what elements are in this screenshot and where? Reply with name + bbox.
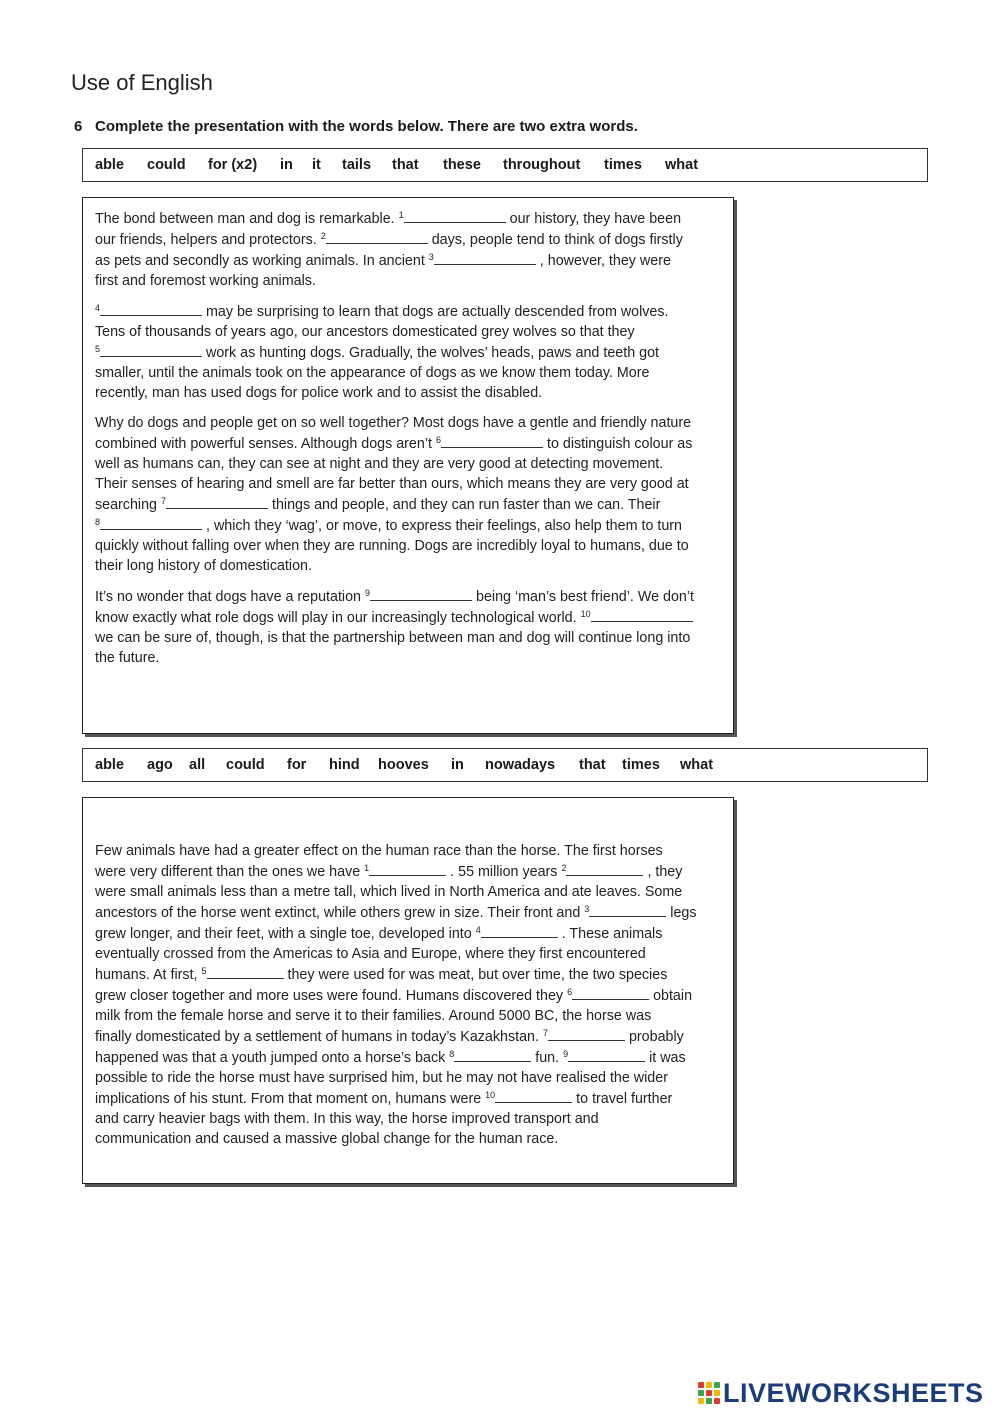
gap-6[interactable]	[441, 433, 543, 448]
gap-5[interactable]	[100, 342, 202, 357]
word-option: could	[226, 757, 265, 773]
word-option: for	[287, 757, 307, 773]
paragraph: It’s no wonder that dogs have a reputation $^9$ being ‘man’s best friend’. We don’t know exactly what role dogs will play in our increasingly technological world. $^{10}$ we can be sure of, though, is that the partnership between man and dog will continue long into the future.	[95, 588, 695, 666]
instruction-text: Complete the presentation with the words below. There are two extra words.	[95, 118, 638, 135]
word-option: times	[604, 157, 642, 173]
word-option: these	[443, 157, 481, 173]
word-option: nowadays	[485, 757, 556, 773]
word-option: in	[280, 157, 293, 173]
word-option: that	[392, 157, 419, 173]
word-option: in	[451, 757, 464, 773]
word-option: ago	[147, 757, 173, 773]
passage-dogs	[82, 197, 734, 734]
word-option: for (x2)	[208, 157, 258, 173]
gap-8[interactable]	[454, 1047, 531, 1062]
word-option: able	[95, 757, 125, 773]
liveworksheets-logo[interactable]	[698, 1379, 984, 1407]
word-option: that	[579, 757, 606, 773]
word-option: what	[680, 757, 714, 773]
gap-8[interactable]	[100, 515, 202, 530]
gap-9[interactable]	[568, 1047, 645, 1062]
gap-4[interactable]	[100, 301, 202, 316]
word-option: tails	[342, 157, 372, 173]
gap-10[interactable]	[591, 607, 693, 622]
gap-2[interactable]	[566, 861, 643, 876]
gap-2[interactable]	[326, 229, 428, 244]
gap-7[interactable]	[166, 494, 268, 509]
logo-text: LIVEWORKSHEETS	[723, 1377, 984, 1408]
word-option: times	[622, 757, 660, 773]
word-option: throughout	[503, 157, 581, 173]
passage-horses	[82, 797, 734, 1184]
gap-1[interactable]	[369, 861, 446, 876]
word-option: all	[189, 757, 206, 773]
word-option: hind	[329, 757, 360, 773]
gap-9[interactable]	[370, 586, 472, 601]
logo-grid-icon	[698, 1382, 720, 1404]
exercise-number: 6	[74, 118, 83, 135]
gap-3[interactable]	[434, 250, 536, 265]
paragraph: The bond between man and dog is remarkable. $^1$ our history, they have been our friends, helpers and protectors. $^2$ days, people tend to think of dogs firstly as pets and secondly as working animals. In ancient $^3$ , however, they were first and foremost working animals.	[95, 210, 683, 289]
word-box-1	[82, 148, 928, 182]
gap-10[interactable]	[495, 1088, 572, 1103]
paragraph: $^4$ may be surprising to learn that dogs are actually descended from wolves. Tens of thousands of years ago, our ancestors domesticated grey wolves so that they $^5$ work as hunting dogs. Gradually, the wolves’ heads, paws and teeth got smaller, until the animals took on the appearance of dogs as we know them today. More recently, man has used dogs for police work and to assist the disabled.	[95, 303, 669, 401]
paragraph: Few animals have had a greater effect on the human race than the horse. The first horses were very different than the ones we have $^1$ . 55 million years $^2$ , they were small animals less than a metre tall, which lived in North America and ate leaves. Some ancestors of the horse went extinct, while others grew in size. Their front and $^3$ legs grew longer, and their feet, with a single toe, developed into $^4$ . These animals eventually crossed from the Americas to Asia and Europe, where they first encountered humans. At first, $^5$ they were used for was meat, but over time, the two species grew closer together and more uses were found. Humans discovered they $^6$ obtain milk from the female horse and serve it to their families. Around 5000 BC, the horse was finally domesticated by a settlement of humans in today’s Kazakhstan. $^7$ probably happened was that a youth jumped onto a horse’s back $^8$ fun. $^9$ it was possible to ride the horse must have surprised him, but he may not have realised the wider implications of his stunt. From that moment on, humans were $^{10}$ to travel further and carry heavier bags with them. In this way, the horse improved transport and communication and caused a massive global change for the human race.	[95, 843, 697, 1147]
gap-5[interactable]	[207, 964, 284, 979]
word-option: could	[147, 157, 186, 173]
word-option: hooves	[378, 757, 429, 773]
word-option: it	[312, 157, 321, 173]
gap-4[interactable]	[481, 923, 558, 938]
gap-1[interactable]	[404, 208, 506, 223]
gap-6[interactable]	[572, 985, 649, 1000]
paragraph: Why do dogs and people get on so well together? Most dogs have a gentle and friendly nature combined with powerful senses. Although dogs aren’t $^6$ to distinguish colour as well as humans can, they can see at night and they are very good at detecting movement. Their senses of hearing and smell are far better than ours, which means they are very good at searching $^7$ things and people, and they can run faster than we can. Their $^8$ , which they ‘wag’, or move, to express their feelings, also help them to turn quickly without falling over when they are running. Dogs are incredibly loyal to humans, due to their long history of domestication.	[95, 415, 693, 574]
page-heading: Use of English	[71, 70, 213, 95]
word-option: able	[95, 157, 125, 173]
word-option: what	[665, 157, 699, 173]
gap-7[interactable]	[548, 1026, 625, 1041]
exercise-instruction	[74, 118, 638, 135]
gap-3[interactable]	[589, 902, 666, 917]
word-box-2	[82, 748, 928, 782]
